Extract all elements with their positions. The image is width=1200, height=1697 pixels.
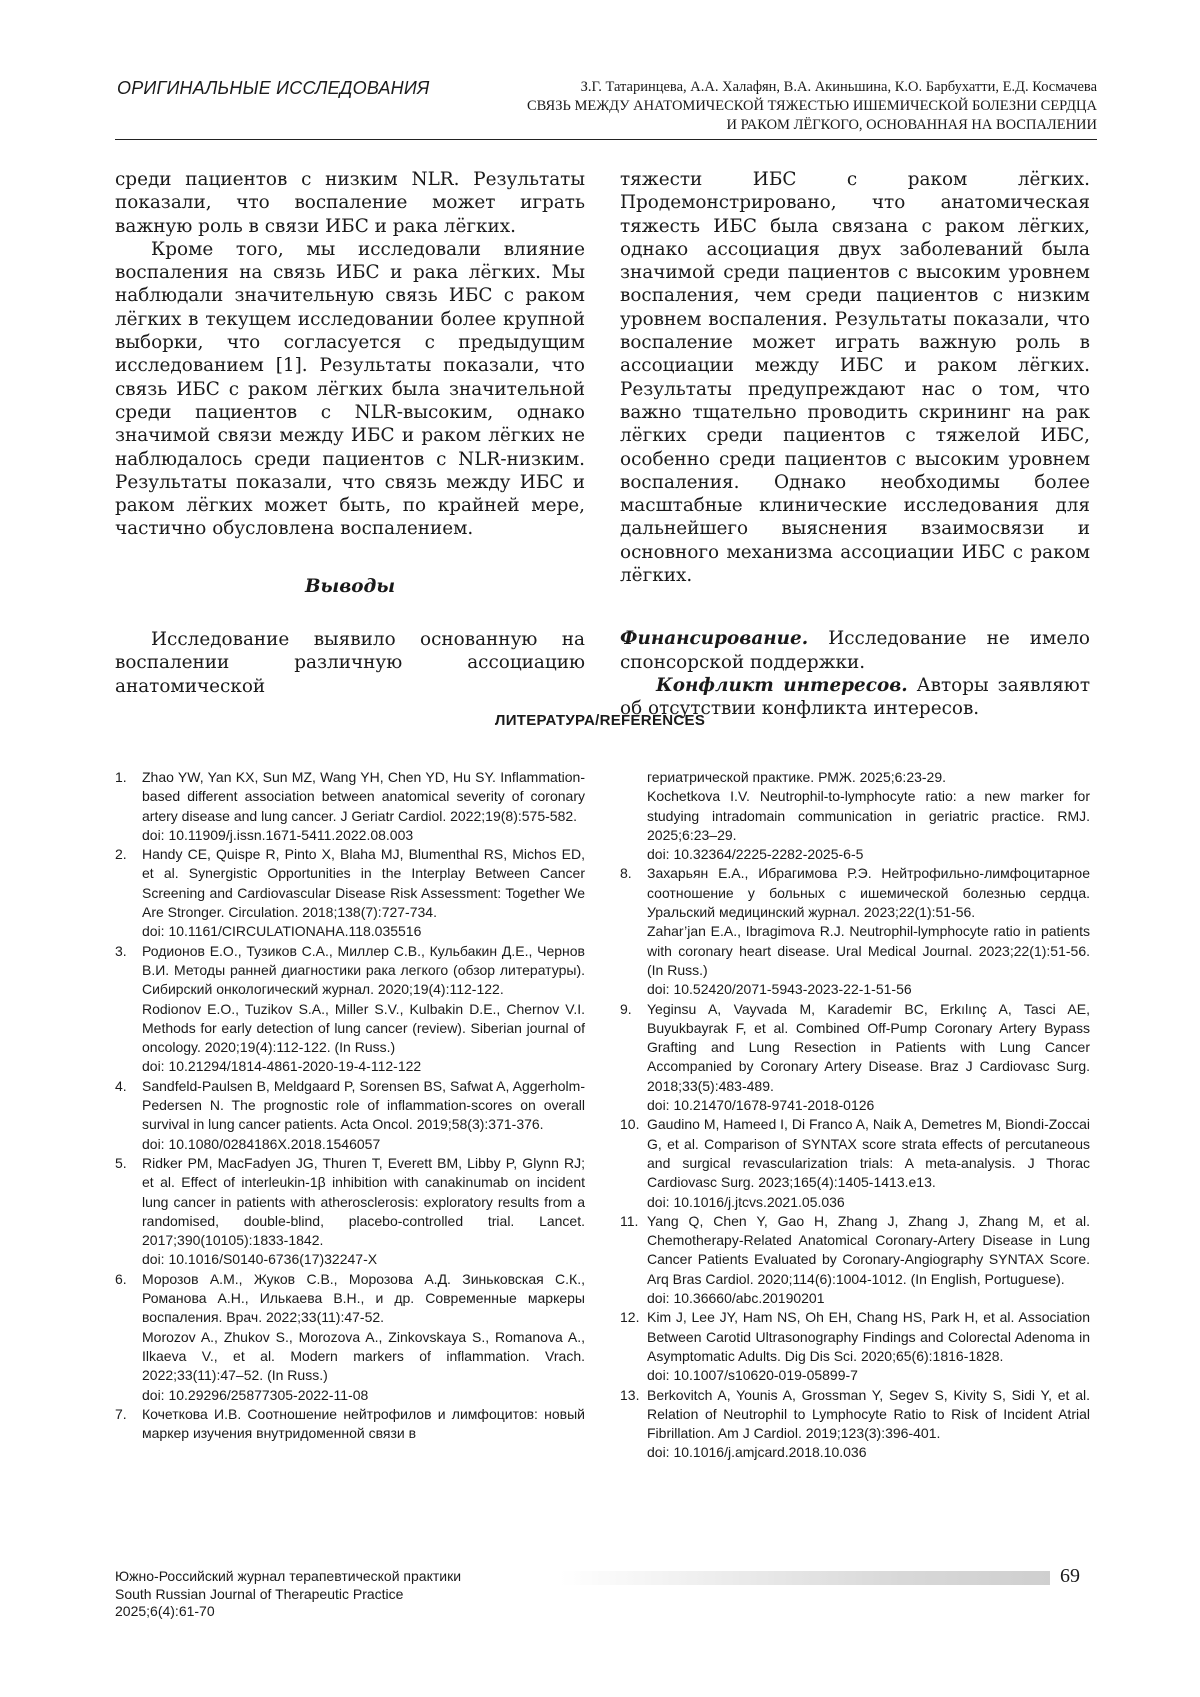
reference-number: 11. bbox=[620, 1212, 639, 1229]
funding-label: Финансирование. bbox=[620, 628, 809, 650]
right-column bbox=[620, 168, 1090, 721]
reference-line: doi: 10.29296/25877305-2022-11-08 bbox=[142, 1386, 369, 1403]
reference-line: doi: 10.21294/1814-4861-2020-19-4-112-122 bbox=[142, 1058, 422, 1075]
reference-7-continuation bbox=[620, 768, 1090, 864]
reference-line: doi: 10.11909/j.issn.1671-5411.2022.08.003 bbox=[142, 826, 414, 843]
footer-journal-info bbox=[115, 1568, 461, 1621]
running-header bbox=[437, 78, 1097, 135]
reference-number: 1. bbox=[115, 769, 127, 785]
reference-text bbox=[142, 942, 585, 1077]
footer-issue: 2025;6(4):61-70 bbox=[115, 1603, 215, 1619]
reference-text bbox=[647, 1000, 1090, 1116]
reference-line: doi: 10.1016/j.jtcvs.2021.05.036 bbox=[647, 1193, 845, 1210]
reference-item bbox=[620, 1308, 1090, 1385]
reference-text bbox=[142, 1154, 585, 1270]
reference-item bbox=[620, 864, 1090, 999]
reference-line: Kochetkova I.V. Neutrophil-to-lymphocyte ratio: a new marker for studying intradomain communication in geriatric practice. RMJ. 2025;6:23–29. bbox=[647, 788, 1090, 843]
reference-line: Rodionov E.O., Tuzikov S.A., Miller S.V., Kulbakin D.E., Chernov V.I. Methods for early detection of lung cancer (review). Siberian journal of oncology. 2020;19(4):112-122. (In Russ.) bbox=[142, 1000, 585, 1056]
reference-item bbox=[115, 1405, 585, 1444]
reference-text bbox=[142, 1077, 585, 1154]
reference-text bbox=[647, 864, 1090, 999]
reference-line: Handy CE, Quispe R, Pinto X, Blaha MJ, Blumenthal RS, Michos ED, et al. Synergistic Opportunities in the Interplay Between Cancer Screening and Cardiovascular Disease Risk Assessment: Together We Are Stronger. Circulation. 2018;138(7):727-734. bbox=[142, 846, 585, 921]
reference-item bbox=[115, 942, 585, 1077]
reference-line: doi: 10.32364/2225-2282-2025-6-5 bbox=[647, 846, 864, 863]
reference-text bbox=[647, 1386, 1090, 1463]
reference-line: doi: 10.1016/S0140-6736(17)32247-X bbox=[142, 1251, 378, 1268]
funding-text: Исследование не имело спонсорской поддержки. bbox=[620, 628, 1090, 673]
reference-line: Кочеткова И.В. Соотношение нейтрофилов и лимфоцитов: новый маркер изучения внутридоменной связи в bbox=[142, 1405, 585, 1442]
reference-text bbox=[142, 1270, 585, 1405]
section-label: ОРИГИНАЛЬНЫЕ ИССЛЕДОВАНИЯ bbox=[117, 78, 430, 98]
reference-line: Berkovitch A, Younis A, Grossman Y, Segev S, Kivity S, Sidi Y, et al. Relation of Neutrophil to Lymphocyte Ratio to Risk of Incident Atrial Fibrillation. Am J Cardiol. 2019;123(3):396-401. bbox=[647, 1386, 1090, 1442]
reference-line: Gaudino M, Hameed I, Di Franco A, Naik A, Demetres M, Biondi-Zoccai G, et al. Comparison of SYNTAX score strata effects of percutaneous and surgical revascularization trials: A meta-analysis. J Thorac Cardiovasc Surg. 2023;165(4):1405-1413.e13. bbox=[647, 1116, 1090, 1191]
references-heading: ЛИТЕРАТУРА/REFERENCES bbox=[494, 712, 706, 729]
reference-number: 6. bbox=[115, 1270, 127, 1287]
footer-journal-ru: Южно-Российский журнал терапевтической практики bbox=[115, 1568, 462, 1584]
footer-journal-en: South Russian Journal of Therapeutic Practice bbox=[115, 1585, 404, 1602]
reference-line: Ridker PM, MacFadyen JG, Thuren T, Everett BM, Libby P, Glynn RJ; et al. Effect of interleukin-1β inhibition with canakinumab on incident lung cancer in patients with atherosclerosis: exploratory results from a randomised, double-blind, placebo-controlled trial. Lancet. 2017;390(10105):1833-1842. bbox=[142, 1154, 585, 1249]
reference-number: 4. bbox=[115, 1077, 127, 1094]
references-left-column bbox=[115, 768, 585, 1443]
left-paragraph-1: среди пациентов с низким NLR. Результаты показали, что воспаление может играть важную роль в связи ИБС и рака лёгких. bbox=[115, 169, 585, 237]
conflict-text: Авторы заявляют об отсутствии конфликта интересов. bbox=[620, 674, 1090, 720]
reference-number: 7. bbox=[115, 1405, 127, 1422]
left-column bbox=[115, 168, 585, 698]
footer-gradient-bar bbox=[560, 1571, 1050, 1585]
conclusions-heading: Выводы bbox=[304, 575, 396, 597]
reference-item bbox=[620, 1212, 1090, 1308]
conflict-label: Конфликт интересов. bbox=[656, 674, 908, 696]
reference-line: doi: 10.36660/abc.20190201 bbox=[647, 1290, 825, 1307]
funding-paragraph bbox=[620, 627, 1090, 674]
reference-line: Захарьян Е.А., Ибрагимова Р.Э. Нейтрофильно-лимфоцитарное соотношение у больных с ишемической болезнью сердца. Уральский медицинский журнал. 2023;22(1):51-56. bbox=[647, 865, 1090, 921]
references-right-column bbox=[620, 768, 1090, 1463]
reference-line: Морозов А.М., Жуков С.В., Морозова А.Д. Зиньковская С.К., Романова А.Н., Илькаева В.Н., и др. Современные маркеры воспаления. Врач. 2022;33(11):47-52. bbox=[142, 1270, 585, 1326]
reference-item bbox=[620, 1115, 1090, 1211]
left-paragraph-3: Исследование выявило основанную на воспалении различную ассоциацию анатомической bbox=[115, 629, 585, 697]
reference-number: 8. bbox=[620, 865, 632, 882]
reference-text bbox=[647, 1115, 1090, 1211]
reference-item bbox=[115, 1270, 585, 1405]
reference-line: гериатрической практике. РМЖ. 2025;6:23-29. bbox=[647, 769, 947, 785]
reference-line: Yeginsu A, Vayvada M, Karademir BC, Erkılınç A, Tasci AE, Buyukbayrak F, et al. Combined Off-Pump Coronary Artery Bypass Grafting and Lung Resection in Patients with Lung Cancer Accompanied by Coronary Artery Disease. Braz J Cardiovasc Surg. 2018;33(5):483-489. bbox=[647, 1000, 1090, 1094]
reference-number: 10. bbox=[620, 1116, 640, 1133]
reference-text bbox=[142, 1405, 585, 1444]
reference-line: doi: 10.1080/0284186X.2018.1546057 bbox=[142, 1135, 381, 1152]
reference-item bbox=[620, 1386, 1090, 1463]
reference-line: doi: 10.1007/s10620-019-05899-7 bbox=[647, 1367, 858, 1384]
reference-text bbox=[142, 845, 585, 941]
reference-line: Yang Q, Chen Y, Gao H, Zhang J, Zhang J, Zhang M, et al. Chemotherapy-Related Anatomical Coronary-Artery Disease in Lung Cancer Patients Evaluated by Coronary-Angiography SYNTAX Score. Arq Bras Cardiol. 2020;114(6):1004-1012. (In English, Portuguese). bbox=[647, 1212, 1090, 1287]
right-paragraph-1: тяжести ИБС с раком лёгких. Продемонстрировано, что анатомическая тяжесть ИБС была связана с раком лёгких, однако ассоциация двух заболеваний была значимой среди пациентов с высоким уровнем воспаления, чем среди пациентов с низким уровнем воспаления. Результаты показали, что воспаление может играть важную роль в ассоциации между ИБС и раком лёгких. Результаты предупреждают нас о том, что важно тщательно проводить скрининг на рак лёгких среди пациентов с тяжелой ИБС, особенно среди пациентов с высоким уровнем воспаления. Однако необходимы более масштабные клинические исследования для дальнейшего выяснения взаимосвязи и основного механизма ассоциации ИБС с раком лёгких. bbox=[620, 169, 1090, 587]
reference-line: doi: 10.52420/2071-5943-2023-22-1-51-56 bbox=[647, 981, 912, 998]
reference-line: Morozov A., Zhukov S., Morozova A., Zinkovskaya S., Romanova A., Ilkaeva V., et al. Modern markers of inflammation. Vrach. 2022;33(11):47–52. (In Russ.) bbox=[142, 1328, 585, 1384]
page-number: 69 bbox=[1060, 1565, 1080, 1587]
reference-text bbox=[647, 1212, 1090, 1308]
reference-text bbox=[647, 1308, 1090, 1385]
reference-line: doi: 10.21470/1678-9741-2018-0126 bbox=[647, 1097, 875, 1114]
reference-number: 3. bbox=[115, 942, 127, 959]
reference-number: 13. bbox=[620, 1386, 640, 1403]
reference-line: Sandfeld-Paulsen B, Meldgaard P, Sorensen BS, Safwat A, Aggerholm-Pedersen N. The prognostic role of inflammation-scores on overall survival in lung cancer patients. Acta Oncol. 2019;58(3):371-376. bbox=[142, 1077, 585, 1133]
reference-item bbox=[115, 1077, 585, 1154]
reference-number: 12. bbox=[620, 1309, 640, 1326]
reference-item bbox=[115, 845, 585, 941]
reference-item bbox=[115, 768, 585, 845]
reference-text bbox=[142, 768, 585, 845]
reference-line: Zhao YW, Yan KX, Sun MZ, Wang YH, Chen YD, Hu SY. Inflammation-based different association between anatomical severity of coronary artery disease and lung cancer. J Geriatr Cardiol. 2022;19(8):575-582. bbox=[142, 769, 585, 824]
header-divider bbox=[115, 139, 1097, 140]
reference-number: 5. bbox=[115, 1154, 127, 1171]
reference-item bbox=[620, 1000, 1090, 1116]
reference-line: doi: 10.1161/CIRCULATIONAHA.118.035516 bbox=[142, 923, 422, 940]
reference-number: 2. bbox=[115, 846, 127, 863]
reference-line: Родионов Е.О., Тузиков С.А., Миллер С.В., Кульбакин Д.Е., Чернов В.И. Методы ранней диагностики рака легкого (обзор литературы). Сибирский онкологический журнал. 2020;19(4):112-122. bbox=[142, 942, 585, 998]
left-paragraph-2: Кроме того, мы исследовали влияние воспаления на связь ИБС и рака лёгких. Мы наблюдали значительную связь ИБС с раком лёгких в текущем исследовании более крупной выборки, что согласуется с предыдущим исследованием [1]. Результаты показали, что связь ИБС с раком лёгких была значительной среди пациентов с NLR-высоким, однако значимой связи между ИБС и раком лёгких не наблюдалось среди пациентов с NLR-низким. Результаты показали, что связь между ИБС и раком лёгких может быть, по крайней мере, частично обусловлена воспалением. bbox=[115, 238, 585, 540]
reference-item bbox=[115, 1154, 585, 1270]
header-title-line1: СВЯЗЬ МЕЖДУ АНАТОМИЧЕСКОЙ ТЯЖЕСТЬЮ ИШЕМИЧЕСКОЙ БОЛЕЗНИ СЕРДЦА bbox=[526, 98, 1097, 114]
reference-line: doi: 10.1016/j.amjcard.2018.10.036 bbox=[647, 1444, 867, 1461]
header-authors: З.Г. Татаринцева, А.А. Халафян, В.А. Акиньшина, К.О. Барбухатти, Е.Д. Космачева bbox=[580, 79, 1097, 95]
reference-line: Kim J, Lee JY, Ham NS, Oh EH, Chang HS, Park H, et al. Association Between Carotid Ultrasonography Findings and Colorectal Adenoma in Asymptomatic Adults. Dig Dis Sci. 2020;65(6):1816-1828. bbox=[647, 1309, 1090, 1364]
reference-line: Zahar’jan E.A., Ibragimova R.J. Neutrophil-lymphocyte ratio in patients with coronary heart disease. Ural Medical Journal. 2023;22(1):51-56. (In Russ.) bbox=[647, 923, 1090, 978]
reference-number: 9. bbox=[620, 1000, 632, 1017]
header-title-line2: И РАКОМ ЛЁГКОГО, ОСНОВАННАЯ НА ВОСПАЛЕНИИ bbox=[726, 117, 1097, 133]
